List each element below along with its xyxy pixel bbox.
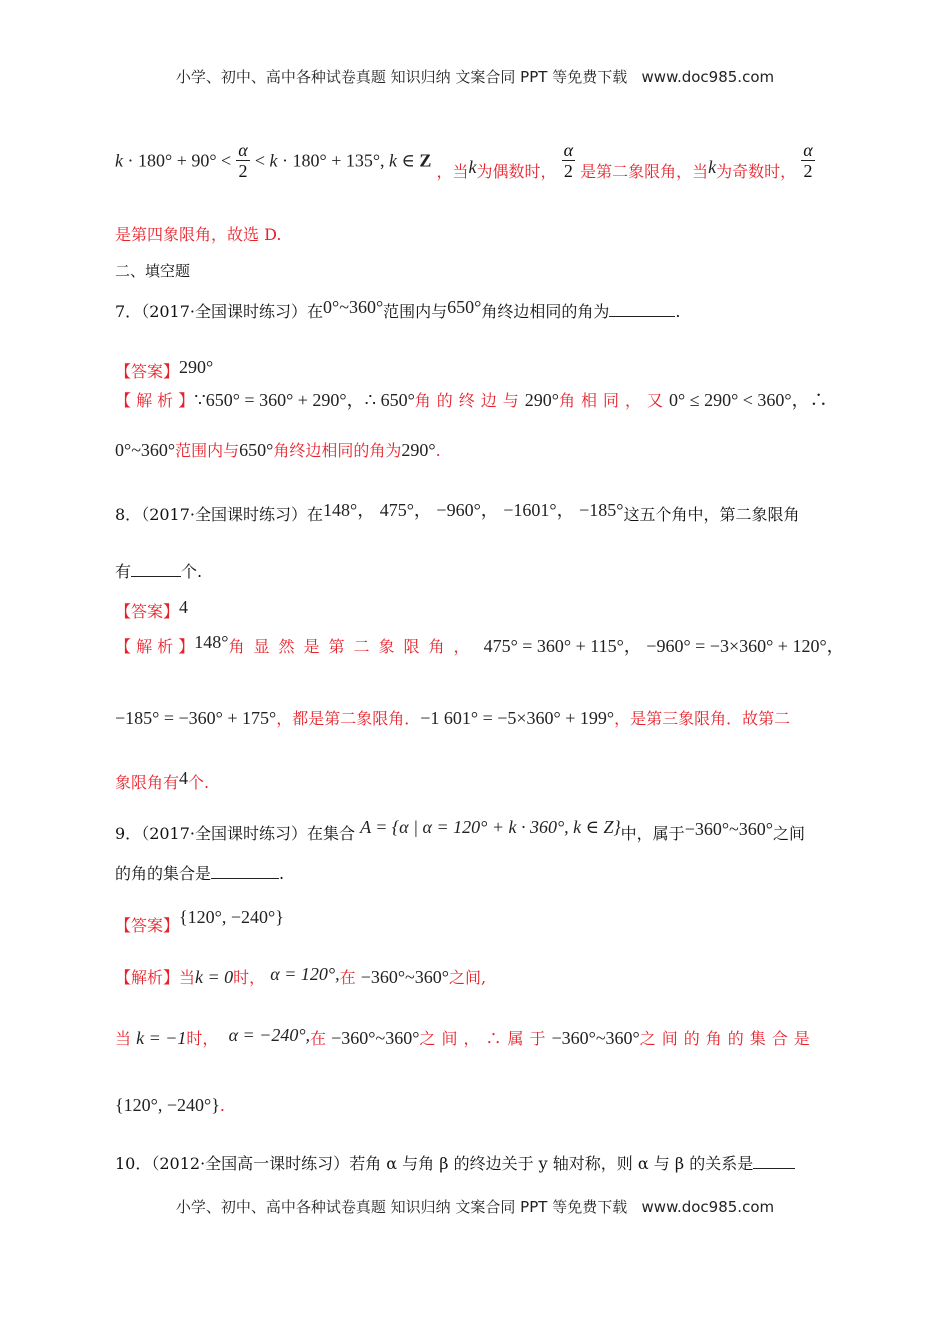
page-footer	[0, 1196, 950, 1217]
q9-analysis-line3: {120°, −240°}.	[115, 1095, 225, 1115]
header-text: 小学、初中、高中各种试卷真题 知识归纳 文案合同 PPT 等免费下载	[175, 68, 628, 86]
set-expression: A = {α | α = 120° + k · 360°, k ∈ Z}	[360, 817, 621, 837]
q8-question: 8．（2017·全国课时练习）在148°， 475°， −960°， −1601°， −185°这五个角中，第二象限角	[115, 500, 800, 524]
answer-blank	[609, 302, 675, 317]
q8-analysis-line1: 【 解 析 】148°角显然是第二象限角， 475° = 360° + 115°， −960° = −3×360° + 120°，	[115, 632, 845, 656]
q6-solution-line1: k · 180° + 90° < $\frac{\alpha}{2}$ < k · 180° + 135°, k ∈ Z ，当k为偶数时， $\frac{\alpha}{2}$ 是第二象限角，当k为奇数时， $\frac{\alpha}{2}$	[115, 140, 813, 181]
q6-formula-right: < k · 180° + 135°, k ∈ Z	[254, 150, 432, 171]
q9-analysis-line2: 当 k = −1时， α = −240°,在 −360°~360°之间，∴属于−360°~360°之间的角的集合是	[115, 1025, 816, 1048]
answer-label: 【答案】	[115, 916, 180, 935]
alpha-half-fraction: $\frac{\alpha}{2}$	[563, 140, 574, 181]
q7-answer: 【答案】290°	[115, 357, 214, 381]
q7-question: 7．（2017·全国课时练习）在0°~360°范围内与650°角终边相同的角为 .	[115, 297, 681, 321]
section-title: 二、填空题	[115, 262, 191, 280]
header-site-link[interactable]: www.doc985.com	[641, 68, 775, 86]
q9-answer: 【答案】{120°, −240°}	[115, 907, 284, 935]
q10-question: 10．（2012·全国高一课时练习）若角 α 与角 β 的终边关于 y 轴对称，则 α 与 β 的关系是	[115, 1152, 838, 1176]
analysis-label: 【 解 析 】	[115, 391, 195, 410]
page-header	[0, 66, 950, 87]
analysis-label: 【解析】	[115, 968, 180, 987]
q8-analysis-line3: 象限角有4个.	[115, 768, 210, 792]
q9-question: 9．（2017·全国课时练习）在集合 A = {α | α = 120° + k · 360°, k ∈ Z}中，属于−360°~360°之间	[115, 817, 805, 843]
alpha-half-fraction: $\frac{\alpha}{2}$	[238, 140, 248, 181]
answer-blank	[753, 1154, 795, 1169]
q8-answer: 【答案】4	[115, 597, 189, 621]
q8-question-line2: 有 个.	[115, 562, 203, 581]
q9-analysis-line1: 【解析】当k = 0时， α = 120°,在 −360°~360°之间,	[115, 964, 487, 987]
answer-blank	[211, 864, 279, 879]
q7-analysis-line1: 【 解 析 】∵650° = 360° + 290°，∴ 650°角的终边与290°角相同，又0° ≤ 290° < 360°，∴	[115, 390, 828, 410]
footer-site-link[interactable]: www.doc985.com	[641, 1198, 775, 1216]
q6-formula-left: k · 180° + 90° <	[115, 150, 232, 171]
q8-analysis-line2: −185° = −360° + 175°，都是第二象限角．−1 601° = −5×360° + 199°，是第三象限角．故第二	[115, 708, 791, 728]
answer-label: 【答案】	[115, 602, 180, 621]
q7-analysis-line2: 0°~360°范围内与650°角终边相同的角为290°.	[115, 440, 441, 460]
answer-label: 【答案】	[115, 362, 180, 381]
answer-blank	[131, 562, 181, 577]
analysis-label: 【 解 析 】	[115, 637, 195, 656]
q6-solution-line2: 是第四象限角，故选 D.	[115, 225, 282, 244]
footer-text: 小学、初中、高中各种试卷真题 知识归纳 文案合同 PPT 等免费下载	[175, 1198, 628, 1216]
alpha-half-fraction: $\frac{\alpha}{2}$	[803, 140, 813, 181]
q9-question-line2: 的角的集合是 .	[115, 864, 285, 883]
